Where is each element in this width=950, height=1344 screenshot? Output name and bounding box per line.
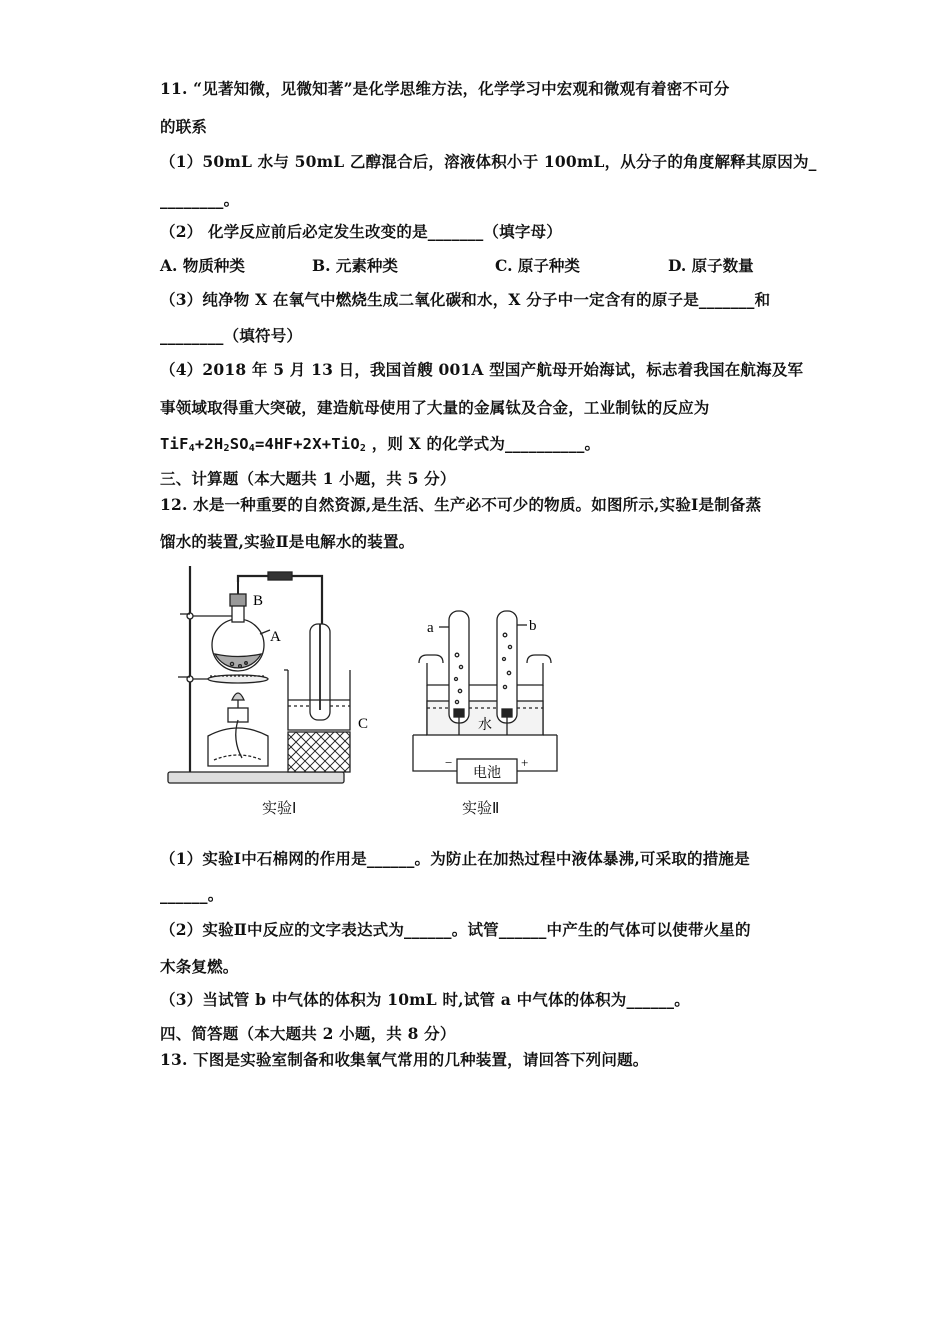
q11-stem: 11. “见著知微，见微知著”是化学思维方法，化学学习中宏观和微观有着密不可分 (160, 79, 730, 98)
equation-sub: 2 (359, 443, 367, 454)
q13-stem: 13. 下图是实验室制备和收集氧气常用的几种装置，请回答下列问题。 (160, 1050, 649, 1069)
q12-stem-cont: 馏水的装置,实验Ⅱ是电解水的装置。 (160, 532, 415, 551)
q11-part4-equation (160, 432, 600, 454)
q12-stem: 12. 水是一种重要的自然资源,是生活、生产必不可少的物质。如图所示,实验Ⅰ是制备蒸 (160, 495, 762, 514)
q11-option-a: A. 物质种类 (160, 256, 245, 275)
q11-part3: （3）纯净物 X 在氧气中燃烧生成二氧化碳和水，X 分子中一定含有的原子是_______和 (160, 290, 771, 309)
water-label: 水 (478, 718, 492, 733)
q11-option-d: D. 原子数量 (668, 256, 754, 275)
plus-sign: + (521, 755, 529, 770)
equation-tail: ，则 X 的化学式为__________。 (371, 434, 601, 453)
equation-sub: 4 (188, 443, 195, 454)
equation-text: =4HF+2X+TiO (255, 435, 360, 453)
q12-part1-blank: ______。 (160, 885, 224, 904)
label-b: B (253, 593, 264, 609)
q12-part2-cont: 木条复燃。 (160, 957, 239, 976)
distillation-apparatus-figure (160, 560, 380, 790)
equation-text: TiF (160, 435, 189, 453)
figure-1-caption: 实验Ⅰ (262, 799, 297, 817)
q11-part3-blank: ________（填符号） (160, 326, 303, 345)
label-b: b (529, 618, 537, 634)
q11-part4: （4）2018 年 5 月 13 日，我国首艘 001A 型国产航母开始海试，标志着我国在航海及军 (160, 360, 804, 379)
q11-part4-cont: 事领域取得重大突破，建造航母使用了大量的金属钛及合金，工业制钛的反应为 (160, 398, 710, 417)
section-4-title: 四、简答题（本大题共 2 小题，共 8 分） (160, 1024, 456, 1043)
q12-part2: （2）实验Ⅱ中反应的文字表达式为______。试管______中产生的气体可以使带火星的 (160, 920, 751, 939)
label-c: C (358, 716, 369, 732)
battery-label: 电池 (473, 766, 501, 781)
q11-part1-blank: ________。 (160, 190, 240, 209)
q11-stem-cont: 的联系 (160, 117, 208, 136)
electrolysis-apparatus-figure (405, 605, 565, 790)
q11-option-c: C. 原子种类 (495, 256, 580, 275)
equation-text: SO (229, 435, 249, 453)
q12-part1: （1）实验Ⅰ中石棉网的作用是______。为防止在加热过程中液体暴沸,可采取的措施是 (160, 849, 750, 868)
q11-option-b: B. 元素种类 (312, 256, 398, 275)
label-a: A (270, 629, 281, 645)
equation-sub: 4 (248, 443, 255, 454)
q12-part3: （3）当试管 b 中气体的体积为 10mL 时,试管 a 中气体的体积为______。 (160, 990, 690, 1009)
minus-sign: − (445, 755, 453, 770)
equation-text: +2H (194, 435, 224, 453)
equation-sub: 2 (223, 443, 230, 454)
figure-2-caption: 实验Ⅱ (462, 799, 500, 817)
label-a: a (427, 620, 434, 636)
section-3-title: 三、计算题（本大题共 1 小题，共 5 分） (160, 469, 456, 488)
q11-part2: （2） 化学反应前后必定发生改变的是_______（填字母） (160, 222, 562, 241)
q11-part1: （1）50mL 水与 50mL 乙醇混合后，溶液体积小于 100mL，从分子的角度解释其原因为_ (160, 152, 817, 171)
